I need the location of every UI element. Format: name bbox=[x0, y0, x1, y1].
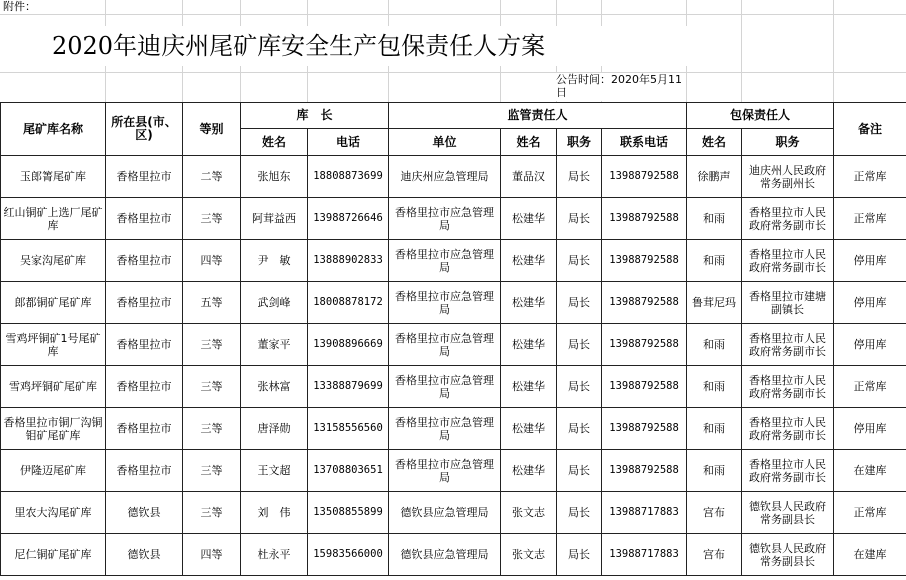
cell-remark[interactable]: 正常库 bbox=[834, 198, 906, 240]
cell-sup-name[interactable]: 松建华 bbox=[501, 282, 557, 324]
cell-sup-title[interactable]: 局长 bbox=[557, 450, 602, 492]
col-header-sup-phone[interactable]: 联系电话 bbox=[602, 129, 687, 156]
table-row bbox=[1, 198, 906, 240]
cell-sup-name[interactable]: 松建华 bbox=[501, 450, 557, 492]
table-row bbox=[1, 240, 906, 282]
cell-gua-title[interactable]: 香格里拉市人民政府常务副市长 bbox=[742, 366, 834, 408]
cell-dir-phone[interactable]: 13908896669 bbox=[308, 324, 389, 366]
cell-sup-name[interactable]: 松建华 bbox=[501, 240, 557, 282]
col-header-remark[interactable]: 备注 bbox=[834, 103, 906, 156]
col-header-sup-unit[interactable]: 单位 bbox=[389, 129, 501, 156]
cell-gua-title[interactable]: 迪庆州人民政府常务副州长 bbox=[742, 156, 834, 198]
cell-gua-title[interactable]: 香格里拉市建塘副镇长 bbox=[742, 282, 834, 324]
cell-dir-phone[interactable]: 13388879699 bbox=[308, 366, 389, 408]
cell-county[interactable]: 香格里拉市 bbox=[106, 366, 183, 408]
cell-name[interactable]: 香格里拉市铜厂沟铜钼矿尾矿库 bbox=[1, 408, 106, 450]
col-header-director-group[interactable]: 库 长 bbox=[241, 103, 389, 129]
cell-dir-name[interactable]: 刘 伟 bbox=[241, 492, 308, 534]
cell-county[interactable]: 香格里拉市 bbox=[106, 198, 183, 240]
cell-county[interactable]: 香格里拉市 bbox=[106, 240, 183, 282]
cell-gua-name[interactable]: 宫布 bbox=[687, 534, 742, 576]
cell-grade[interactable]: 三等 bbox=[183, 408, 241, 450]
cell-dir-name[interactable]: 武剑峰 bbox=[241, 282, 308, 324]
cell-county[interactable]: 德钦县 bbox=[106, 492, 183, 534]
cell-sup-name[interactable]: 张文志 bbox=[501, 534, 557, 576]
cell-grade[interactable]: 三等 bbox=[183, 492, 241, 534]
table-row bbox=[1, 324, 906, 366]
cell-sup-title[interactable]: 局长 bbox=[557, 156, 602, 198]
cell-grade[interactable]: 三等 bbox=[183, 450, 241, 492]
responsibility-table bbox=[0, 102, 906, 576]
cell-sup-title[interactable]: 局长 bbox=[557, 408, 602, 450]
cell-name[interactable]: 吴家沟尾矿库 bbox=[1, 240, 106, 282]
cell-dir-name[interactable]: 阿茸益西 bbox=[241, 198, 308, 240]
col-header-county[interactable]: 所在县(市、区) bbox=[106, 103, 183, 156]
cell-sup-title[interactable]: 局长 bbox=[557, 366, 602, 408]
cell-sup-name[interactable]: 松建华 bbox=[501, 324, 557, 366]
cell-sup-title[interactable]: 局长 bbox=[557, 282, 602, 324]
cell-sup-phone[interactable]: 13988792588 bbox=[602, 366, 687, 408]
cell-gua-name[interactable]: 和雨 bbox=[687, 366, 742, 408]
cell-gua-title[interactable]: 香格里拉市人民政府常务副市长 bbox=[742, 198, 834, 240]
cell-sup-unit[interactable]: 香格里拉市应急管理局 bbox=[389, 240, 501, 282]
cell-gua-title[interactable]: 德钦县人民政府常务副县长 bbox=[742, 534, 834, 576]
cell-sup-unit[interactable]: 香格里拉市应急管理局 bbox=[389, 450, 501, 492]
cell-dir-name[interactable]: 杜永平 bbox=[241, 534, 308, 576]
cell-sup-phone[interactable]: 13988792588 bbox=[602, 408, 687, 450]
col-header-grade[interactable]: 等别 bbox=[183, 103, 241, 156]
cell-name[interactable]: 郎都铜矿尾矿库 bbox=[1, 282, 106, 324]
cell-name[interactable]: 里农大沟尾矿库 bbox=[1, 492, 106, 534]
cell-sup-name[interactable]: 松建华 bbox=[501, 198, 557, 240]
cell-dir-phone[interactable]: 13888902833 bbox=[308, 240, 389, 282]
cell-dir-name[interactable]: 尹 敏 bbox=[241, 240, 308, 282]
cell-county[interactable]: 香格里拉市 bbox=[106, 282, 183, 324]
cell-dir-phone[interactable]: 13158556560 bbox=[308, 408, 389, 450]
table-row bbox=[1, 282, 906, 324]
cell-sup-unit[interactable]: 香格里拉市应急管理局 bbox=[389, 408, 501, 450]
cell-sup-title[interactable]: 局长 bbox=[557, 492, 602, 534]
col-header-gua-title[interactable]: 职务 bbox=[742, 129, 834, 156]
cell-county[interactable]: 香格里拉市 bbox=[106, 324, 183, 366]
table-row bbox=[1, 366, 906, 408]
cell-dir-phone[interactable]: 15983566000 bbox=[308, 534, 389, 576]
cell-remark[interactable]: 停用库 bbox=[834, 324, 906, 366]
cell-gua-title[interactable]: 香格里拉市人民政府常务副市长 bbox=[742, 408, 834, 450]
cell-sup-phone[interactable]: 13988792588 bbox=[602, 450, 687, 492]
cell-remark[interactable]: 停用库 bbox=[834, 240, 906, 282]
cell-dir-phone[interactable]: 13988726646 bbox=[308, 198, 389, 240]
cell-sup-phone[interactable]: 13988717883 bbox=[602, 534, 687, 576]
cell-gua-title[interactable]: 德钦县人民政府常务副县长 bbox=[742, 492, 834, 534]
col-header-name[interactable]: 尾矿库名称 bbox=[1, 103, 106, 156]
cell-sup-phone[interactable]: 13988792588 bbox=[602, 156, 687, 198]
cell-sup-title[interactable]: 局长 bbox=[557, 324, 602, 366]
col-header-guarantor-group[interactable]: 包保责任人 bbox=[687, 103, 834, 129]
cell-sup-unit[interactable]: 香格里拉市应急管理局 bbox=[389, 282, 501, 324]
cell-remark[interactable]: 停用库 bbox=[834, 282, 906, 324]
cell-gua-name[interactable]: 和雨 bbox=[687, 450, 742, 492]
cell-county[interactable]: 香格里拉市 bbox=[106, 156, 183, 198]
cell-remark[interactable]: 在建库 bbox=[834, 450, 906, 492]
cell-grade[interactable]: 四等 bbox=[183, 534, 241, 576]
cell-remark[interactable]: 正常库 bbox=[834, 366, 906, 408]
cell-county[interactable]: 香格里拉市 bbox=[106, 450, 183, 492]
cell-grade[interactable]: 三等 bbox=[183, 198, 241, 240]
table-row bbox=[1, 492, 906, 534]
cell-dir-phone[interactable]: 18008878172 bbox=[308, 282, 389, 324]
cell-sup-unit[interactable]: 迪庆州应急管理局 bbox=[389, 156, 501, 198]
cell-sup-phone[interactable]: 13988792588 bbox=[602, 282, 687, 324]
page-title: 2020年迪庆州尾矿库安全生产包保责任人方案 bbox=[0, 26, 700, 66]
cell-gua-name[interactable]: 和雨 bbox=[687, 240, 742, 282]
cell-name[interactable]: 伊隆迈尾矿库 bbox=[1, 450, 106, 492]
col-header-sup-name[interactable]: 姓名 bbox=[501, 129, 557, 156]
cell-gua-title[interactable]: 香格里拉市人民政府常务副市长 bbox=[742, 240, 834, 282]
cell-remark[interactable]: 在建库 bbox=[834, 534, 906, 576]
attachment-label: 附件： bbox=[1, 0, 105, 14]
cell-gua-name[interactable]: 徐鹏声 bbox=[687, 156, 742, 198]
cell-sup-unit[interactable]: 德钦县应急管理局 bbox=[389, 534, 501, 576]
cell-sup-phone[interactable]: 13988792588 bbox=[602, 324, 687, 366]
cell-name[interactable]: 红山铜矿上选厂尾矿库 bbox=[1, 198, 106, 240]
cell-name[interactable]: 雪鸡坪铜矿1号尾矿库 bbox=[1, 324, 106, 366]
cell-sup-name[interactable]: 董品汉 bbox=[501, 156, 557, 198]
cell-sup-phone[interactable]: 13988792588 bbox=[602, 198, 687, 240]
cell-sup-unit[interactable]: 香格里拉市应急管理局 bbox=[389, 324, 501, 366]
cell-dir-name[interactable]: 唐泽勋 bbox=[241, 408, 308, 450]
cell-sup-unit[interactable]: 香格里拉市应急管理局 bbox=[389, 198, 501, 240]
col-header-sup-title[interactable]: 职务 bbox=[557, 129, 602, 156]
cell-dir-name[interactable]: 董家平 bbox=[241, 324, 308, 366]
table-row bbox=[1, 534, 906, 576]
cell-dir-name[interactable]: 张林富 bbox=[241, 366, 308, 408]
cell-county[interactable]: 德钦县 bbox=[106, 534, 183, 576]
cell-grade[interactable]: 三等 bbox=[183, 324, 241, 366]
cell-grade[interactable]: 三等 bbox=[183, 366, 241, 408]
cell-dir-phone[interactable]: 13508855899 bbox=[308, 492, 389, 534]
cell-dir-name[interactable]: 王文超 bbox=[241, 450, 308, 492]
cell-gua-name[interactable]: 和雨 bbox=[687, 408, 742, 450]
cell-gua-name[interactable]: 和雨 bbox=[687, 198, 742, 240]
cell-dir-name[interactable]: 张旭东 bbox=[241, 156, 308, 198]
table-row bbox=[1, 156, 906, 198]
cell-sup-unit[interactable]: 香格里拉市应急管理局 bbox=[389, 366, 501, 408]
cell-grade[interactable]: 二等 bbox=[183, 156, 241, 198]
cell-remark[interactable]: 停用库 bbox=[834, 408, 906, 450]
cell-sup-phone[interactable]: 13988792588 bbox=[602, 240, 687, 282]
cell-name[interactable]: 雪鸡坪铜矿尾矿库 bbox=[1, 366, 106, 408]
cell-dir-phone[interactable]: 13708803651 bbox=[308, 450, 389, 492]
table-row bbox=[1, 450, 906, 492]
cell-sup-name[interactable]: 松建华 bbox=[501, 408, 557, 450]
cell-grade[interactable]: 四等 bbox=[183, 240, 241, 282]
cell-gua-name[interactable]: 和雨 bbox=[687, 324, 742, 366]
cell-sup-title[interactable]: 局长 bbox=[557, 198, 602, 240]
col-header-gua-name[interactable]: 姓名 bbox=[687, 129, 742, 156]
cell-sup-name[interactable]: 张文志 bbox=[501, 492, 557, 534]
cell-gua-name[interactable]: 宫布 bbox=[687, 492, 742, 534]
col-header-supervisor-group[interactable]: 监管责任人 bbox=[389, 103, 687, 129]
cell-remark[interactable]: 正常库 bbox=[834, 156, 906, 198]
col-header-director-phone[interactable]: 电话 bbox=[308, 129, 389, 156]
cell-gua-title[interactable]: 香格里拉市人民政府常务副市长 bbox=[742, 450, 834, 492]
notice-date: 公告时间：2020年5月11日 bbox=[556, 73, 686, 101]
cell-sup-name[interactable]: 松建华 bbox=[501, 366, 557, 408]
cell-sup-title[interactable]: 局长 bbox=[557, 534, 602, 576]
cell-sup-phone[interactable]: 13988717883 bbox=[602, 492, 687, 534]
cell-county[interactable]: 香格里拉市 bbox=[106, 408, 183, 450]
cell-sup-unit[interactable]: 德钦县应急管理局 bbox=[389, 492, 501, 534]
col-header-director-name[interactable]: 姓名 bbox=[241, 129, 308, 156]
cell-gua-title[interactable]: 香格里拉市人民政府常务副市长 bbox=[742, 324, 834, 366]
cell-name[interactable]: 尼仁铜矿尾矿库 bbox=[1, 534, 106, 576]
cell-gua-name[interactable]: 鲁茸尼玛 bbox=[687, 282, 742, 324]
cell-sup-title[interactable]: 局长 bbox=[557, 240, 602, 282]
cell-name[interactable]: 玉郎箐尾矿库 bbox=[1, 156, 106, 198]
cell-grade[interactable]: 五等 bbox=[183, 282, 241, 324]
cell-remark[interactable]: 正常库 bbox=[834, 492, 906, 534]
cell-dir-phone[interactable]: 18808873699 bbox=[308, 156, 389, 198]
table-row bbox=[1, 408, 906, 450]
